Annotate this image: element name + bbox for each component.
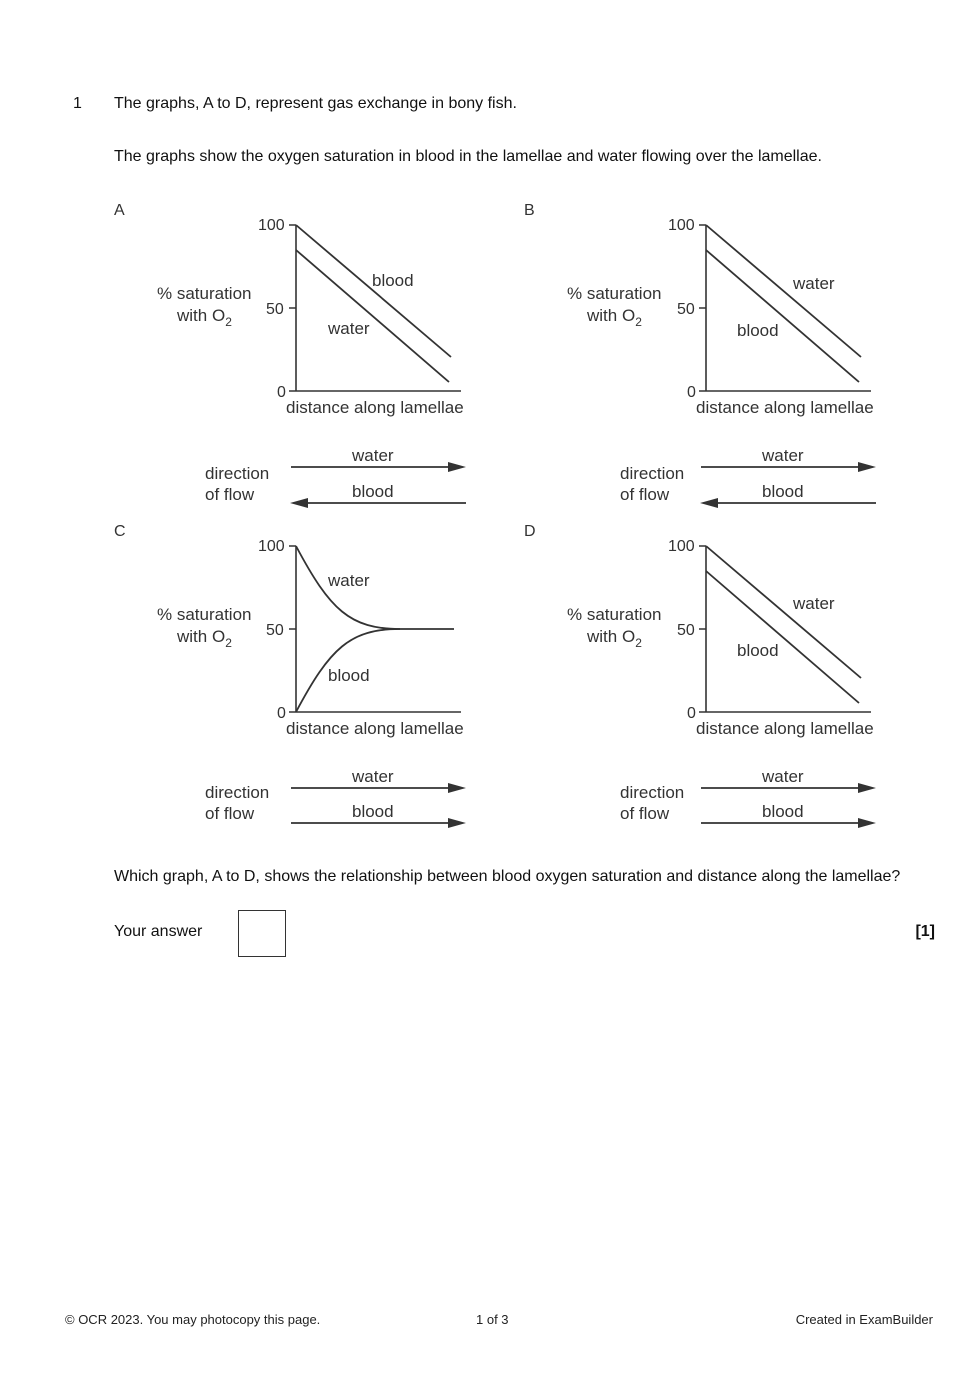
prompt-letter-d: D — [243, 868, 256, 885]
arrowhead-icon — [290, 498, 308, 508]
flow-label: of flow — [620, 804, 670, 823]
line-label-water: water — [328, 571, 370, 590]
flow-label: direction — [620, 783, 685, 802]
arrow-label-water: water — [762, 446, 804, 465]
y-tick-label: 50 — [266, 622, 284, 639]
flow-label: direction — [620, 464, 685, 483]
graph-label: A — [114, 202, 125, 219]
line-label-water: water — [793, 274, 835, 293]
arrowhead-icon — [700, 498, 718, 508]
arrow-label-water: water — [762, 767, 804, 786]
arrow-label-water: water — [352, 446, 394, 465]
answer-label: Your answer — [114, 923, 203, 940]
y-axis-label: % saturation — [567, 605, 662, 624]
line-label-blood: blood — [737, 641, 779, 660]
y-axis-label-2: with $O_2$ — [177, 627, 232, 650]
water-line — [706, 546, 861, 678]
y-tick-label: 50 — [677, 301, 695, 318]
y-tick-label: 50 — [677, 622, 695, 639]
intro-text: to — [212, 95, 235, 112]
graph-a — [114, 202, 466, 508]
line-label-water: water — [328, 319, 370, 338]
intro-letter-a: A — [202, 95, 213, 112]
graph-b — [524, 202, 876, 508]
line-label-blood: blood — [328, 666, 370, 685]
y-tick-label: 100 — [668, 538, 695, 555]
y-tick-label: 100 — [258, 538, 285, 555]
flow-label: of flow — [205, 485, 255, 504]
marks-label: [1] — [915, 923, 935, 940]
water-line — [706, 225, 861, 357]
y-tick-label: 0 — [277, 384, 286, 401]
arrowhead-icon — [858, 462, 876, 472]
arrowhead-icon — [448, 783, 466, 793]
footer-credit: Created in ExamBuilder — [795, 1312, 933, 1327]
prompt-text: Which graph, — [114, 868, 212, 885]
y-axis-label-2: with $O_2$ — [587, 306, 642, 329]
x-axis-label: distance along lamellae — [286, 719, 464, 738]
y-tick-label: 0 — [277, 705, 286, 722]
graph-label: B — [524, 202, 535, 219]
y-tick-label: 100 — [668, 217, 695, 234]
arrow-label-blood: blood — [352, 802, 394, 821]
y-axis-label-2: with $O_2$ — [177, 306, 232, 329]
water-line — [296, 250, 449, 382]
y-tick-label: 0 — [687, 705, 696, 722]
line-label-blood: blood — [737, 321, 779, 340]
y-axis-label: % saturation — [567, 284, 662, 303]
question-prompt — [114, 868, 900, 886]
arrow-label-blood: blood — [762, 482, 804, 501]
intro-text: The graphs, — [114, 95, 203, 112]
flow-label: of flow — [205, 804, 255, 823]
footer-page-number: 1 of 3 — [476, 1312, 509, 1327]
water-curve — [296, 546, 454, 629]
intro-text: , represent gas exchange in bony fish. — [246, 95, 517, 112]
flow-label: direction — [205, 783, 270, 802]
graph-d — [524, 523, 876, 828]
flow-label: of flow — [620, 485, 670, 504]
question-intro — [114, 95, 517, 113]
line-label-water: water — [793, 594, 835, 613]
intro-letter-d: D — [234, 95, 247, 112]
flow-label: direction — [205, 464, 270, 483]
y-tick-label: 0 — [687, 384, 696, 401]
y-axis-label: % saturation — [157, 284, 252, 303]
question-description: The graphs show the oxygen saturation in blood in the lamellae and water flowing over the lamellae. — [114, 148, 822, 165]
arrowhead-icon — [448, 462, 466, 472]
footer-copyright: © OCR 2023. You may photocopy this page. — [65, 1312, 321, 1327]
y-axis-label: % saturation — [157, 605, 252, 624]
x-axis-label: distance along lamellae — [696, 398, 874, 417]
arrowhead-icon — [448, 818, 466, 828]
graph-c — [114, 523, 466, 828]
question-number: 1 — [73, 95, 82, 112]
blood-line — [706, 571, 859, 703]
x-axis-label: distance along lamellae — [286, 398, 464, 417]
prompt-text: to — [221, 868, 244, 885]
arrowhead-icon — [858, 783, 876, 793]
prompt-letter-a: A — [211, 868, 222, 885]
arrow-label-blood: blood — [762, 802, 804, 821]
blood-line — [296, 225, 451, 357]
arrowhead-icon — [858, 818, 876, 828]
graph-label: D — [524, 523, 536, 540]
prompt-text: , shows the relationship between blood oxygen saturation and distance along the lamellae? — [255, 868, 901, 885]
y-axis-label-2: with $O_2$ — [587, 627, 642, 650]
x-axis-label: distance along lamellae — [696, 719, 874, 738]
answer-box[interactable] — [238, 910, 286, 957]
graph-label: C — [114, 523, 126, 540]
blood-line — [706, 250, 859, 382]
y-tick-label: 50 — [266, 301, 284, 318]
graphs-figure — [0, 190, 978, 840]
arrow-label-water: water — [352, 767, 394, 786]
arrow-label-blood: blood — [352, 482, 394, 501]
line-label-blood: blood — [372, 271, 414, 290]
y-tick-label: 100 — [258, 217, 285, 234]
